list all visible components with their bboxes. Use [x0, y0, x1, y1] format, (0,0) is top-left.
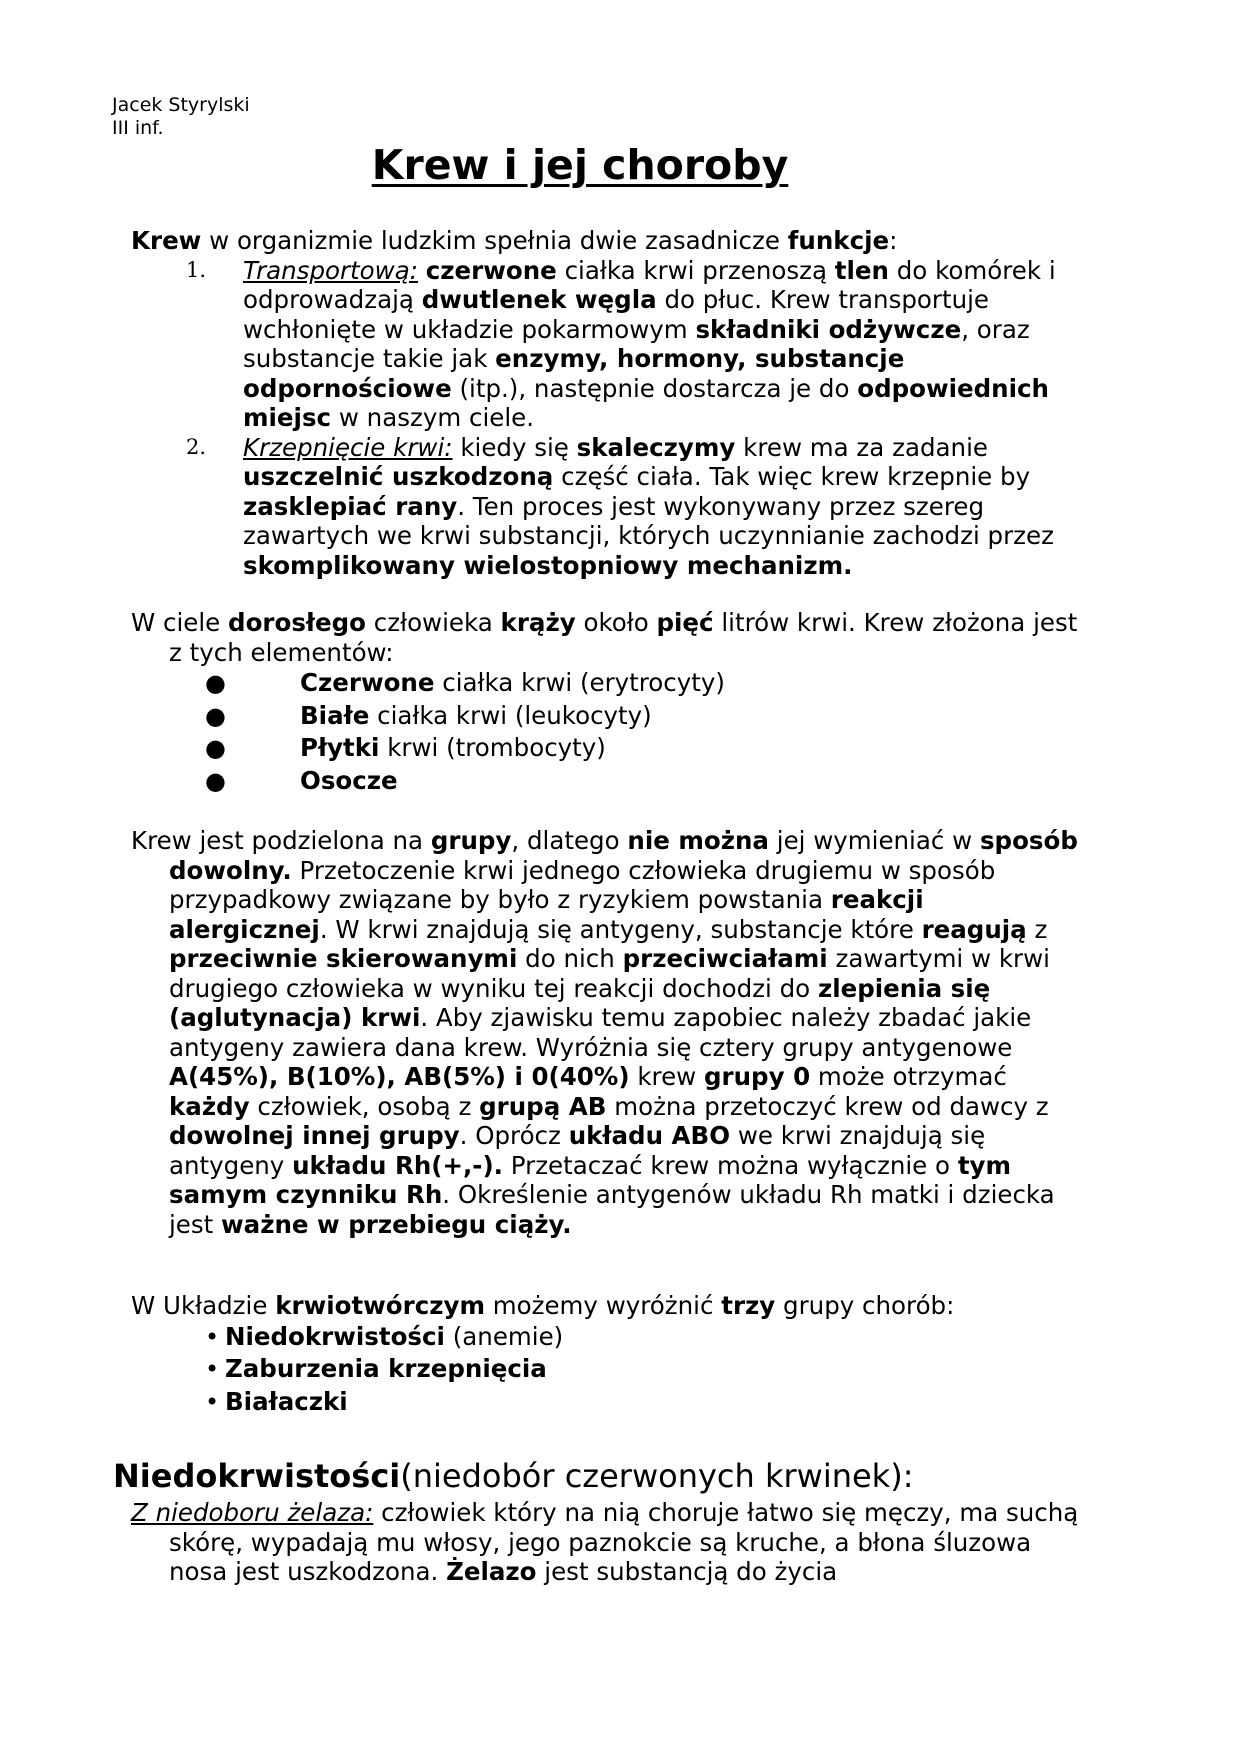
bullet-icon: ● — [205, 701, 226, 730]
elements-list — [205, 667, 1081, 797]
bullet-icon: • — [205, 1355, 220, 1383]
functions-list — [186, 256, 1056, 581]
elements-paragraph: W ciele dorosłego człowieka krąży około pięć litrów krwi. Krew złożona jest z tych elementów: — [131, 608, 1078, 667]
groups-paragraph: Krew jest podzielona na grupy, dlatego nie można jej wymieniać w sposób dowolny. Przetoczenie krwi jednego człowieka drugiemu w sposób przypadkowy związane by było z ryzykiem powstania reakcji alergicznej. W krwi znajdują się antygeny, substancje które reagują z przeciwnie skierowanymi do nich przeciwciałami zawartymi w krwi drugiego człowieka w wyniku tej reakcji dochodzi do zlepienia się (aglutynacja) krwi. Aby zjawisku temu zapobiec należy zbadać jakie antygeny zawiera dana krew. Wyróżnia się cztery grupy antygenowe A(45%), B(10%), AB(5%) i 0(40%) krew grupy 0 może otrzymać każdy człowiek, osobą z grupą AB można przetoczyć krew od dawcy z dowolnej innej grupy. Oprócz układu ABO we krwi znajdują się antygeny układu Rh(+,-). Przetaczać krew można wyłącznie o tym samym czynniku Rh. Określenie antygenów układu Rh matki i dziecka jest ważne w przebiegu ciąży. — [131, 826, 1078, 1239]
list-item: 2. Krzepnięcie krwi: kiedy się skaleczymy krew ma za zadanie uszczelnić uszkodzoną część ciała. Tak więc krew krzepnie by zasklepiać rany. Ten proces jest wykonywany przez szereg zawartych we krwi substancji, których uczynnianie zachodzi przez skomplikowany wielostopniowy mechanizm. — [186, 432, 1054, 580]
bullet-icon: ● — [205, 734, 226, 762]
list-item: ● Osocze — [205, 765, 1081, 798]
author-name: Jacek Styrylski — [112, 94, 250, 116]
page-title: Krew i jej choroby — [371, 141, 789, 189]
diseases-paragraph: W Układzie krwiotwórczym możemy wyróżnić trzy grupy chorób: — [131, 1291, 955, 1320]
section-anemia — [113, 1457, 1113, 1495]
groups-section — [131, 826, 1081, 1239]
list-item: • Zaburzenia krzepnięcia — [205, 1353, 1081, 1386]
iron-deficiency-section — [131, 1498, 1091, 1587]
bullet-icon: • — [205, 1387, 220, 1416]
diseases-list — [205, 1321, 1081, 1419]
iron-paragraph: Z niedoboru żelaza: człowiek który na nią choruje łatwo się męczy, ma suchą skórę, wypadają mu włosy, jego paznokcie są kruche, a błona śluzowa nosa jest uszkodzona. Żelazo jest substancją do życia — [131, 1498, 1079, 1586]
list-item: • Niedokrwistości (anemie) — [205, 1321, 1081, 1354]
list-item: ● Białe ciałka krwi (leukocyty) — [205, 700, 1081, 733]
author-class: III inf. — [112, 117, 164, 139]
section-heading: Niedokrwistości(niedobór czerwonych krwinek): — [113, 1457, 914, 1495]
bullet-icon: ● — [205, 669, 226, 697]
list-item: • Białaczki — [205, 1386, 1081, 1419]
list-item: ● Płytki krwi (trombocyty) — [205, 732, 1081, 765]
author-block — [112, 94, 250, 140]
intro-section — [131, 226, 1091, 580]
elements-section — [131, 608, 1081, 797]
bullet-icon: • — [205, 1322, 220, 1351]
bullet-icon: ● — [205, 766, 226, 795]
list-item: 1. Transportową: czerwone ciałka krwi przenoszą tlen do komórek i odprowadzają dwutlenek węgla do płuc. Krew transportuje wchłonięte w układzie pokarmowym składniki odżywcze, oraz substancje takie jak enzymy, hormony, substancje odpornościowe (itp.), następnie dostarcza je do odpowiednich miejsc w naszym ciele. — [186, 255, 1056, 432]
diseases-section — [131, 1291, 1081, 1418]
list-item: ● Czerwone ciałka krwi (erytrocyty) — [205, 667, 1081, 700]
intro-paragraph: Krew w organizmie ludzkim spełnia dwie zasadnicze funkcje: — [131, 226, 898, 255]
